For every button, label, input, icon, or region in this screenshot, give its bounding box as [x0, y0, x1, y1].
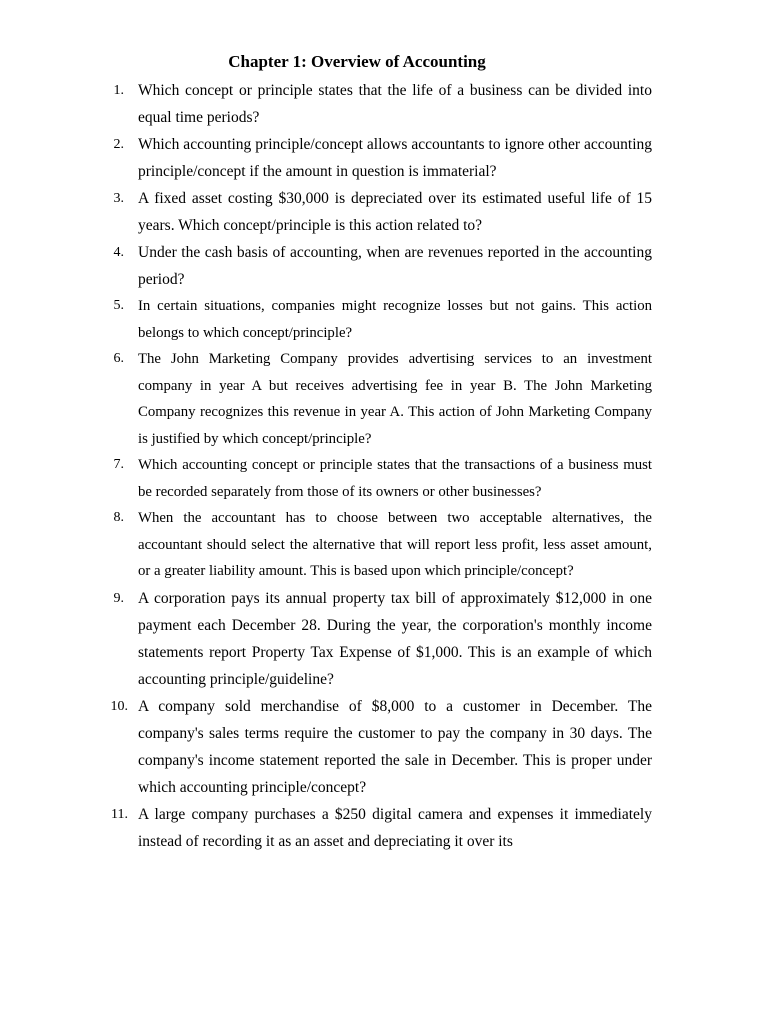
question-text: Which accounting concept or principle states that the transactions of a business must be recorded separately from those of its owners or other businesses?: [138, 457, 652, 500]
question-text: A corporation pays its annual property tax bill of approximately $12,000 in one payment each December 28. During the year, the corporation's monthly income statements report Property Tax Expense of $1,000. This is an example of which accounting principle/guideline?: [138, 589, 652, 688]
question-number: 4.: [113, 245, 124, 260]
question-text: A company sold merchandise of $8,000 to a customer in December. The company's sales terms require the customer to pay the company in 30 days. The company's income statement reported the sale in December. This is proper under which accounting principle/concept?: [138, 697, 652, 796]
question-item: [104, 131, 652, 185]
question-item: [104, 77, 652, 131]
question-item: [104, 452, 652, 505]
question-item: [104, 346, 652, 452]
question-item: [104, 293, 652, 346]
question-number: 1.: [113, 83, 124, 98]
question-number: 6.: [113, 351, 124, 366]
question-number: 7.: [113, 457, 124, 472]
question-number: 3.: [113, 191, 124, 206]
question-list: [104, 77, 652, 855]
question-item: [104, 585, 652, 693]
question-text: Under the cash basis of accounting, when are revenues reported in the accounting period?: [138, 244, 652, 288]
question-number: 10.: [110, 698, 128, 714]
question-text: A fixed asset costing $30,000 is depreciated over its estimated useful life of 15 years. Which concept/principle is this action related to?: [138, 190, 652, 234]
question-item: [104, 505, 652, 585]
question-item: [104, 693, 652, 801]
question-number: 5.: [113, 298, 124, 313]
question-text: Which concept or principle states that the life of a business can be divided into equal time periods?: [138, 82, 652, 126]
chapter-title: Chapter 1: Overview of Accounting: [228, 52, 486, 71]
question-item: [104, 185, 652, 239]
question-number: 9.: [113, 590, 124, 606]
question-text: The John Marketing Company provides advertising services to an investment company in year A but receives advertising fee in year B. The John Marketing Company recognizes this revenue in year A. This action of John Marketing Company is justified by which concept/principle?: [138, 351, 652, 447]
question-number: 8.: [113, 510, 124, 525]
question-item: [104, 801, 652, 855]
question-number: 11.: [111, 806, 128, 822]
question-text: In certain situations, companies might recognize losses but not gains. This action belongs to which concept/principle?: [138, 298, 652, 341]
question-number: 2.: [113, 137, 124, 152]
question-text: When the accountant has to choose between two acceptable alternatives, the accountant should select the alternative that will report less profit, less asset amount, or a greater liability amount. This is based upon which principle/concept?: [138, 510, 652, 579]
question-text: Which accounting principle/concept allows accountants to ignore other accounting principle/concept if the amount in question is immaterial?: [138, 136, 652, 180]
question-item: [104, 239, 652, 293]
question-text: A large company purchases a $250 digital camera and expenses it immediately instead of recording it as an asset and depreciating it over its: [138, 805, 652, 850]
